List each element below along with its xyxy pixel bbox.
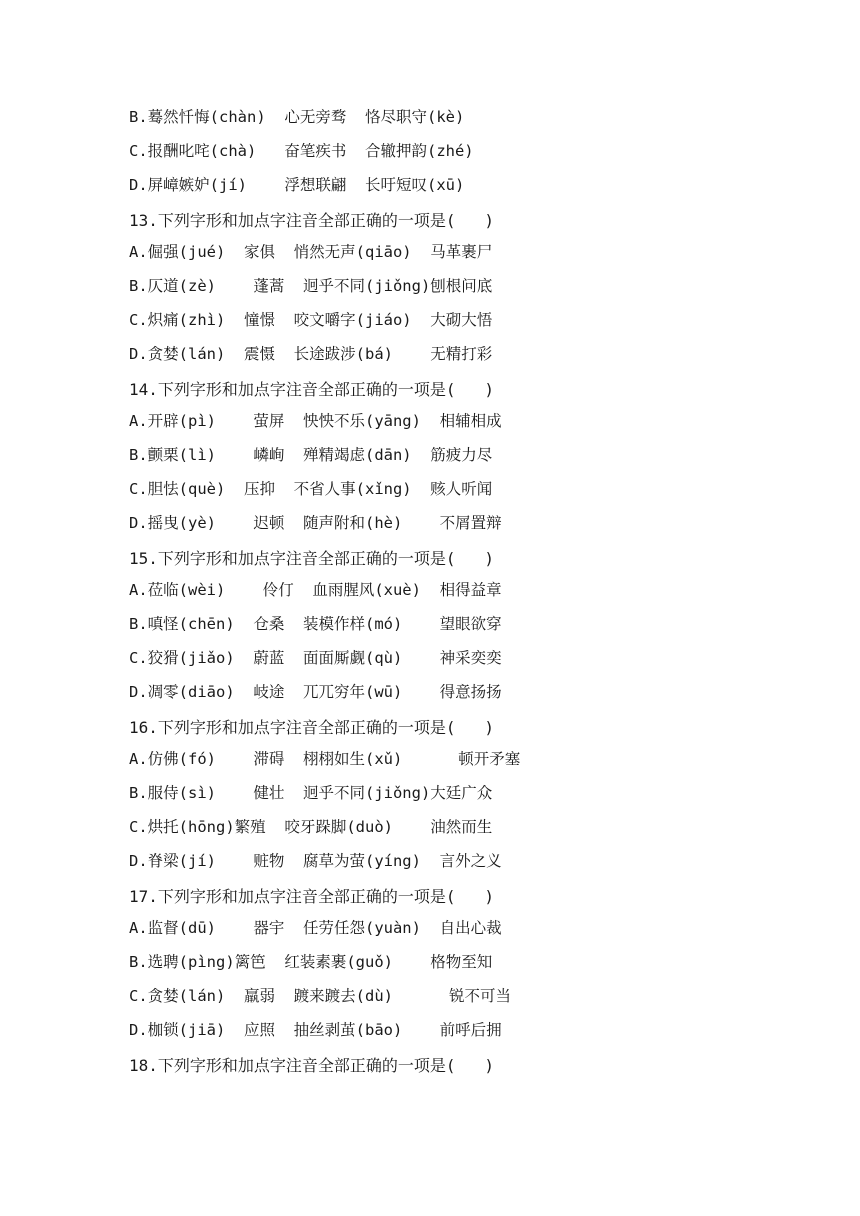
question-18: 18.下列字形和加点字注音全部正确的一项是( ) (129, 1056, 495, 1075)
option-a: A.开辟(pì) 萤屏 怏怏不乐(yāng) 相辅相成 (129, 412, 502, 430)
option-a: A.莅临(wèi) 伶仃 血雨腥风(xuè) 相得益章 (129, 581, 502, 599)
option-d: D.屏嶂嫉妒(jí) 浮想联翩 长吁短叹(xū) (129, 176, 465, 194)
question-14: 14.下列字形和加点字注音全部正确的一项是( ) (129, 380, 495, 399)
option-b: B.蓦然忏悔(chàn) 心无旁骛 恪尽职守(kè) (129, 108, 465, 126)
option-c: C.炽痛(zhì) 憧憬 咬文嚼字(jiáo) 大砌大悟 (129, 311, 493, 329)
option-a: A.监督(dū) 器宇 任劳任怨(yuàn) 自出心裁 (129, 919, 502, 937)
option-c: C.贪婪(lán) 羸弱 踱来踱去(dù) 锐不可当 (129, 987, 511, 1005)
option-b: B.颤栗(lì) 嶙峋 殚精竭虑(dān) 筋疲力尽 (129, 446, 493, 464)
option-b: B.嗔怪(chēn) 仓桑 装模作样(mó) 望眼欲穿 (129, 615, 502, 633)
option-a: A.仿佛(fó) 滞碍 栩栩如生(xǔ) 顿开矛塞 (129, 750, 521, 768)
option-d: D.枷锁(jiā) 应照 抽丝剥茧(bāo) 前呼后拥 (129, 1021, 502, 1039)
option-d: D.凋零(diāo) 岐途 兀兀穷年(wū) 得意扬扬 (129, 683, 502, 701)
question-13: 13.下列字形和加点字注音全部正确的一项是( ) (129, 211, 495, 230)
option-a: A.倔强(jué) 家俱 悄然无声(qiāo) 马革裹尸 (129, 243, 493, 261)
option-b: B.选聘(pìng)篱笆 红装素裹(guǒ) 格物至知 (129, 953, 493, 971)
option-d: D.摇曳(yè) 迟顿 随声附和(hè) 不屑置辩 (129, 514, 502, 532)
option-b: B.仄道(zè) 蓬蒿 迥乎不同(jiǒng)刨根问底 (129, 277, 493, 295)
option-d: D.脊梁(jí) 赃物 腐草为萤(yíng) 言外之义 (129, 852, 502, 870)
question-15: 15.下列字形和加点字注音全部正确的一项是( ) (129, 549, 495, 568)
option-c: C.烘托(hōng)繁殖 咬牙跺脚(duò) 油然而生 (129, 818, 493, 836)
option-b: B.服侍(sì) 健壮 迥乎不同(jiǒng)大廷广众 (129, 784, 493, 802)
option-d: D.贪婪(lán) 震慑 长途跋涉(bá) 无精打彩 (129, 345, 493, 363)
question-17: 17.下列字形和加点字注音全部正确的一项是( ) (129, 887, 495, 906)
question-16: 16.下列字形和加点字注音全部正确的一项是( ) (129, 718, 495, 737)
option-c: C.报酬叱咤(chà) 奋笔疾书 合辙押韵(zhé) (129, 142, 474, 160)
option-c: C.胆怯(què) 压抑 不省人事(xǐng) 赅人听闻 (129, 480, 493, 498)
option-c: C.狡猾(jiǎo) 蔚蓝 面面厮觑(qù) 神采奕奕 (129, 649, 502, 667)
